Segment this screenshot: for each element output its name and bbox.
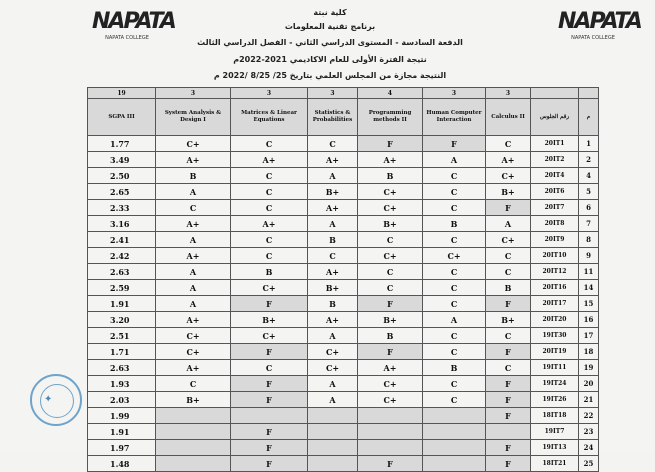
- hci-grade: C: [423, 344, 486, 360]
- system-analysis-grade: [156, 424, 231, 440]
- row-number-cell: 1: [579, 136, 599, 152]
- credit-cell: 3: [308, 88, 358, 99]
- hci-grade: C: [423, 232, 486, 248]
- hci-grade: C: [423, 264, 486, 280]
- row-number-cell: 8: [579, 232, 599, 248]
- seat-number-cell: 19IT13: [531, 440, 579, 456]
- matrices-grade: F: [231, 296, 308, 312]
- seat-number-cell: 20IT17: [531, 296, 579, 312]
- seat-number-cell: 19IT11: [531, 360, 579, 376]
- table-row: [88, 376, 599, 392]
- sgpa-cell: 2.03: [88, 392, 156, 408]
- calculus-grade: F: [486, 440, 531, 456]
- hci-grade: C: [423, 280, 486, 296]
- hci-grade: [423, 456, 486, 472]
- statistics-grade: [308, 408, 358, 424]
- statistics-grade: C+: [308, 360, 358, 376]
- table-row: [88, 152, 599, 168]
- sgpa-cell: 1.93: [88, 376, 156, 392]
- row-number-cell: 6: [579, 200, 599, 216]
- seat-number-cell: 20IT2: [531, 152, 579, 168]
- seat-number-cell: 20IT1: [531, 136, 579, 152]
- matrices-grade: C: [231, 184, 308, 200]
- table-row: [88, 408, 599, 424]
- credit-cell: 3: [231, 88, 308, 99]
- sgpa-cell: 2.63: [88, 264, 156, 280]
- statistics-grade: C: [308, 248, 358, 264]
- sgpa-cell: 1.91: [88, 296, 156, 312]
- system-analysis-grade: C+: [156, 136, 231, 152]
- row-number-cell: 18: [579, 344, 599, 360]
- system-analysis-grade: [156, 408, 231, 424]
- calculus-grade: F: [486, 296, 531, 312]
- seat-number-cell: 20IT10: [531, 248, 579, 264]
- credit-cell: 19: [88, 88, 156, 99]
- calculus-grade: C: [486, 360, 531, 376]
- table-row: [88, 344, 599, 360]
- official-stamp: [30, 374, 82, 426]
- row-number-cell: 15: [579, 296, 599, 312]
- programming-grade: F: [358, 456, 423, 472]
- statistics-grade: A+: [308, 264, 358, 280]
- hci-grade: C: [423, 184, 486, 200]
- table-row: [88, 296, 599, 312]
- programming-grade: A+: [358, 360, 423, 376]
- table-row: [88, 184, 599, 200]
- stamp-emblem-icon: ✦: [44, 394, 53, 405]
- hci-grade: C+: [423, 248, 486, 264]
- seat-number-cell: 19IT30: [531, 328, 579, 344]
- row-number-cell: 17: [579, 328, 599, 344]
- statistics-grade: B+: [308, 184, 358, 200]
- column-header: Statistics & Probabilities: [308, 99, 358, 136]
- college-logo-right: [558, 9, 641, 54]
- sgpa-cell: 1.48: [88, 456, 156, 472]
- seat-number-cell: 20IT6: [531, 184, 579, 200]
- row-number-cell: 25: [579, 456, 599, 472]
- system-analysis-grade: A+: [156, 152, 231, 168]
- seat-number-cell: 20IT4: [531, 168, 579, 184]
- credit-cell: 4: [358, 88, 423, 99]
- sgpa-cell: 2.42: [88, 248, 156, 264]
- system-analysis-grade: A: [156, 184, 231, 200]
- college-logo-left: [92, 9, 175, 54]
- table-row: [88, 328, 599, 344]
- system-analysis-grade: C+: [156, 344, 231, 360]
- calculus-grade: A: [486, 216, 531, 232]
- statistics-grade: A: [308, 216, 358, 232]
- column-header: Programming methods II: [358, 99, 423, 136]
- college-name: كلية نبتة: [313, 8, 347, 17]
- programming-grade: [358, 408, 423, 424]
- logo-subtitle: NAPATA COLLEGE: [105, 35, 149, 41]
- system-analysis-grade: B: [156, 168, 231, 184]
- table-row: [88, 392, 599, 408]
- seat-number-cell: 19IT7: [531, 424, 579, 440]
- programming-grade: [358, 440, 423, 456]
- calculus-grade: F: [486, 200, 531, 216]
- credit-hours-row: [88, 88, 599, 99]
- seat-number-cell: 18IT21: [531, 456, 579, 472]
- row-number-cell: 24: [579, 440, 599, 456]
- hci-grade: A: [423, 312, 486, 328]
- calculus-grade: B+: [486, 312, 531, 328]
- seat-number-cell: 20IT16: [531, 280, 579, 296]
- matrices-grade: B+: [231, 312, 308, 328]
- system-analysis-grade: A+: [156, 248, 231, 264]
- programming-grade: C: [358, 280, 423, 296]
- sgpa-cell: 3.16: [88, 216, 156, 232]
- seat-number-cell: 20IT20: [531, 312, 579, 328]
- seat-number-cell: 19IT24: [531, 376, 579, 392]
- credit-cell: [579, 88, 599, 99]
- table-row: [88, 424, 599, 440]
- column-header: Matrices & Linear Equations: [231, 99, 308, 136]
- calculus-grade: F: [486, 408, 531, 424]
- programming-grade: F: [358, 136, 423, 152]
- calculus-grade: F: [486, 392, 531, 408]
- sgpa-cell: 3.49: [88, 152, 156, 168]
- calculus-grade: A+: [486, 152, 531, 168]
- statistics-grade: A: [308, 168, 358, 184]
- matrices-grade: C: [231, 360, 308, 376]
- sgpa-cell: 1.77: [88, 136, 156, 152]
- calculus-grade: B+: [486, 184, 531, 200]
- hci-grade: [423, 424, 486, 440]
- sgpa-cell: 2.63: [88, 360, 156, 376]
- system-analysis-grade: A: [156, 232, 231, 248]
- table-row: [88, 200, 599, 216]
- row-number-cell: 11: [579, 264, 599, 280]
- programming-grade: F: [358, 296, 423, 312]
- calculus-grade: [486, 424, 531, 440]
- statistics-grade: C: [308, 136, 358, 152]
- hci-grade: C: [423, 392, 486, 408]
- table-row: [88, 280, 599, 296]
- calculus-grade: B: [486, 280, 531, 296]
- matrices-grade: F: [231, 424, 308, 440]
- table-row: [88, 168, 599, 184]
- row-number-cell: 5: [579, 184, 599, 200]
- programming-grade: C+: [358, 184, 423, 200]
- logo-mark: NAPATA: [558, 9, 641, 34]
- seat-number-cell: 20IT12: [531, 264, 579, 280]
- hci-grade: F: [423, 136, 486, 152]
- statistics-grade: C+: [308, 344, 358, 360]
- system-analysis-grade: A+: [156, 216, 231, 232]
- hci-grade: B: [423, 216, 486, 232]
- seat-number-cell: 19IT26: [531, 392, 579, 408]
- seat-number-cell: 20IT9: [531, 232, 579, 248]
- table-row: [88, 136, 599, 152]
- sgpa-cell: 2.65: [88, 184, 156, 200]
- sgpa-cell: 3.20: [88, 312, 156, 328]
- matrices-grade: C+: [231, 280, 308, 296]
- matrices-grade: A+: [231, 216, 308, 232]
- sgpa-cell: 1.97: [88, 440, 156, 456]
- hci-grade: C: [423, 296, 486, 312]
- hci-grade: C: [423, 168, 486, 184]
- statistics-grade: B+: [308, 280, 358, 296]
- column-header: SGPA III: [88, 99, 156, 136]
- sgpa-cell: 2.51: [88, 328, 156, 344]
- programming-grade: C+: [358, 376, 423, 392]
- batch-level-semester: الدفعة السادسة - المستوى الدراسي الثاني - الفصل الدراسي الثالث: [197, 38, 463, 47]
- sgpa-cell: 1.99: [88, 408, 156, 424]
- programming-grade: C: [358, 264, 423, 280]
- programming-grade: B+: [358, 216, 423, 232]
- approval-date-line: النتيجة مجازة من المجلس العلمي بتاريخ 25/ 8/25 /2022 م: [213, 71, 447, 80]
- calculus-grade: F: [486, 344, 531, 360]
- programming-grade: B: [358, 168, 423, 184]
- matrices-grade: F: [231, 392, 308, 408]
- programming-grade: F: [358, 344, 423, 360]
- system-analysis-grade: C+: [156, 328, 231, 344]
- system-analysis-grade: A+: [156, 312, 231, 328]
- header-row: [88, 99, 599, 136]
- matrices-grade: [231, 408, 308, 424]
- table-row: [88, 264, 599, 280]
- system-analysis-grade: [156, 456, 231, 472]
- table-row: [88, 248, 599, 264]
- calculus-grade: C: [486, 136, 531, 152]
- program-name: برنامج تقنية المعلومات: [284, 22, 376, 31]
- system-analysis-grade: A: [156, 296, 231, 312]
- system-analysis-grade: C: [156, 200, 231, 216]
- system-analysis-grade: A: [156, 280, 231, 296]
- row-number-cell: 23: [579, 424, 599, 440]
- table-row: [88, 456, 599, 472]
- table-row: [88, 440, 599, 456]
- hci-grade: C: [423, 328, 486, 344]
- seat-number-cell: 20IT7: [531, 200, 579, 216]
- row-number-cell: 20: [579, 376, 599, 392]
- hci-grade: [423, 408, 486, 424]
- calculus-grade: C: [486, 264, 531, 280]
- programming-grade: C: [358, 232, 423, 248]
- programming-grade: [358, 424, 423, 440]
- statistics-grade: A: [308, 392, 358, 408]
- statistics-grade: A: [308, 376, 358, 392]
- credit-cell: 3: [486, 88, 531, 99]
- row-number-cell: 4: [579, 168, 599, 184]
- matrices-grade: B: [231, 264, 308, 280]
- sgpa-cell: 2.50: [88, 168, 156, 184]
- sgpa-cell: 2.59: [88, 280, 156, 296]
- row-number-cell: 7: [579, 216, 599, 232]
- matrices-grade: F: [231, 344, 308, 360]
- calculus-grade: C: [486, 328, 531, 344]
- sgpa-cell: 2.41: [88, 232, 156, 248]
- matrices-grade: C: [231, 136, 308, 152]
- programming-grade: C+: [358, 200, 423, 216]
- credit-cell: 3: [156, 88, 231, 99]
- matrices-grade: F: [231, 440, 308, 456]
- calculus-grade: F: [486, 456, 531, 472]
- matrices-grade: C: [231, 200, 308, 216]
- row-number-cell: 16: [579, 312, 599, 328]
- programming-grade: B+: [358, 312, 423, 328]
- table-row: [88, 216, 599, 232]
- matrices-grade: C: [231, 248, 308, 264]
- statistics-grade: A+: [308, 152, 358, 168]
- matrices-grade: C: [231, 168, 308, 184]
- statistics-grade: A+: [308, 200, 358, 216]
- hci-grade: B: [423, 360, 486, 376]
- seat-number-cell: 20IT19: [531, 344, 579, 360]
- calculus-grade: F: [486, 376, 531, 392]
- system-analysis-grade: C: [156, 376, 231, 392]
- matrices-grade: F: [231, 376, 308, 392]
- system-analysis-grade: B+: [156, 392, 231, 408]
- column-header: System Analysis & Design I: [156, 99, 231, 136]
- sgpa-cell: 2.33: [88, 200, 156, 216]
- sgpa-cell: 1.71: [88, 344, 156, 360]
- table-row: [88, 232, 599, 248]
- row-number-cell: 19: [579, 360, 599, 376]
- table-row: [88, 312, 599, 328]
- programming-grade: C+: [358, 248, 423, 264]
- system-analysis-grade: A: [156, 264, 231, 280]
- credit-cell: 3: [423, 88, 486, 99]
- statistics-grade: [308, 440, 358, 456]
- matrices-grade: C: [231, 232, 308, 248]
- seat-number-cell: 18IT18: [531, 408, 579, 424]
- calculus-grade: C: [486, 248, 531, 264]
- hci-grade: C: [423, 376, 486, 392]
- calculus-grade: C+: [486, 168, 531, 184]
- row-number-cell: 2: [579, 152, 599, 168]
- system-analysis-grade: [156, 440, 231, 456]
- table-row: [88, 360, 599, 376]
- matrices-grade: F: [231, 456, 308, 472]
- column-header: Human Computer Interaction: [423, 99, 486, 136]
- statistics-grade: A+: [308, 312, 358, 328]
- hci-grade: A: [423, 152, 486, 168]
- statistics-grade: A: [308, 328, 358, 344]
- row-number-cell: 9: [579, 248, 599, 264]
- hci-grade: [423, 440, 486, 456]
- row-number-cell: 22: [579, 408, 599, 424]
- statistics-grade: B: [308, 296, 358, 312]
- statistics-grade: [308, 424, 358, 440]
- statistics-grade: [308, 456, 358, 472]
- system-analysis-grade: A+: [156, 360, 231, 376]
- seat-number-cell: 20IT8: [531, 216, 579, 232]
- column-header: م: [579, 99, 599, 136]
- statistics-grade: B: [308, 232, 358, 248]
- logo-subtitle: NAPATA COLLEGE: [571, 35, 615, 41]
- row-number-cell: 14: [579, 280, 599, 296]
- programming-grade: B: [358, 328, 423, 344]
- results-table: [87, 87, 599, 472]
- column-header: رقم الجلوس: [531, 99, 579, 136]
- matrices-grade: C+: [231, 328, 308, 344]
- row-number-cell: 21: [579, 392, 599, 408]
- programming-grade: A+: [358, 152, 423, 168]
- credit-cell: [531, 88, 579, 99]
- hci-grade: C: [423, 200, 486, 216]
- matrices-grade: A+: [231, 152, 308, 168]
- column-header: Calculus II: [486, 99, 531, 136]
- logo-mark: NAPATA: [92, 9, 175, 34]
- programming-grade: C+: [358, 392, 423, 408]
- sgpa-cell: 1.91: [88, 424, 156, 440]
- result-period-title: نتيجة الفترة الأولى للعام الاكاديمي 2021-2022م: [233, 55, 427, 64]
- calculus-grade: C+: [486, 232, 531, 248]
